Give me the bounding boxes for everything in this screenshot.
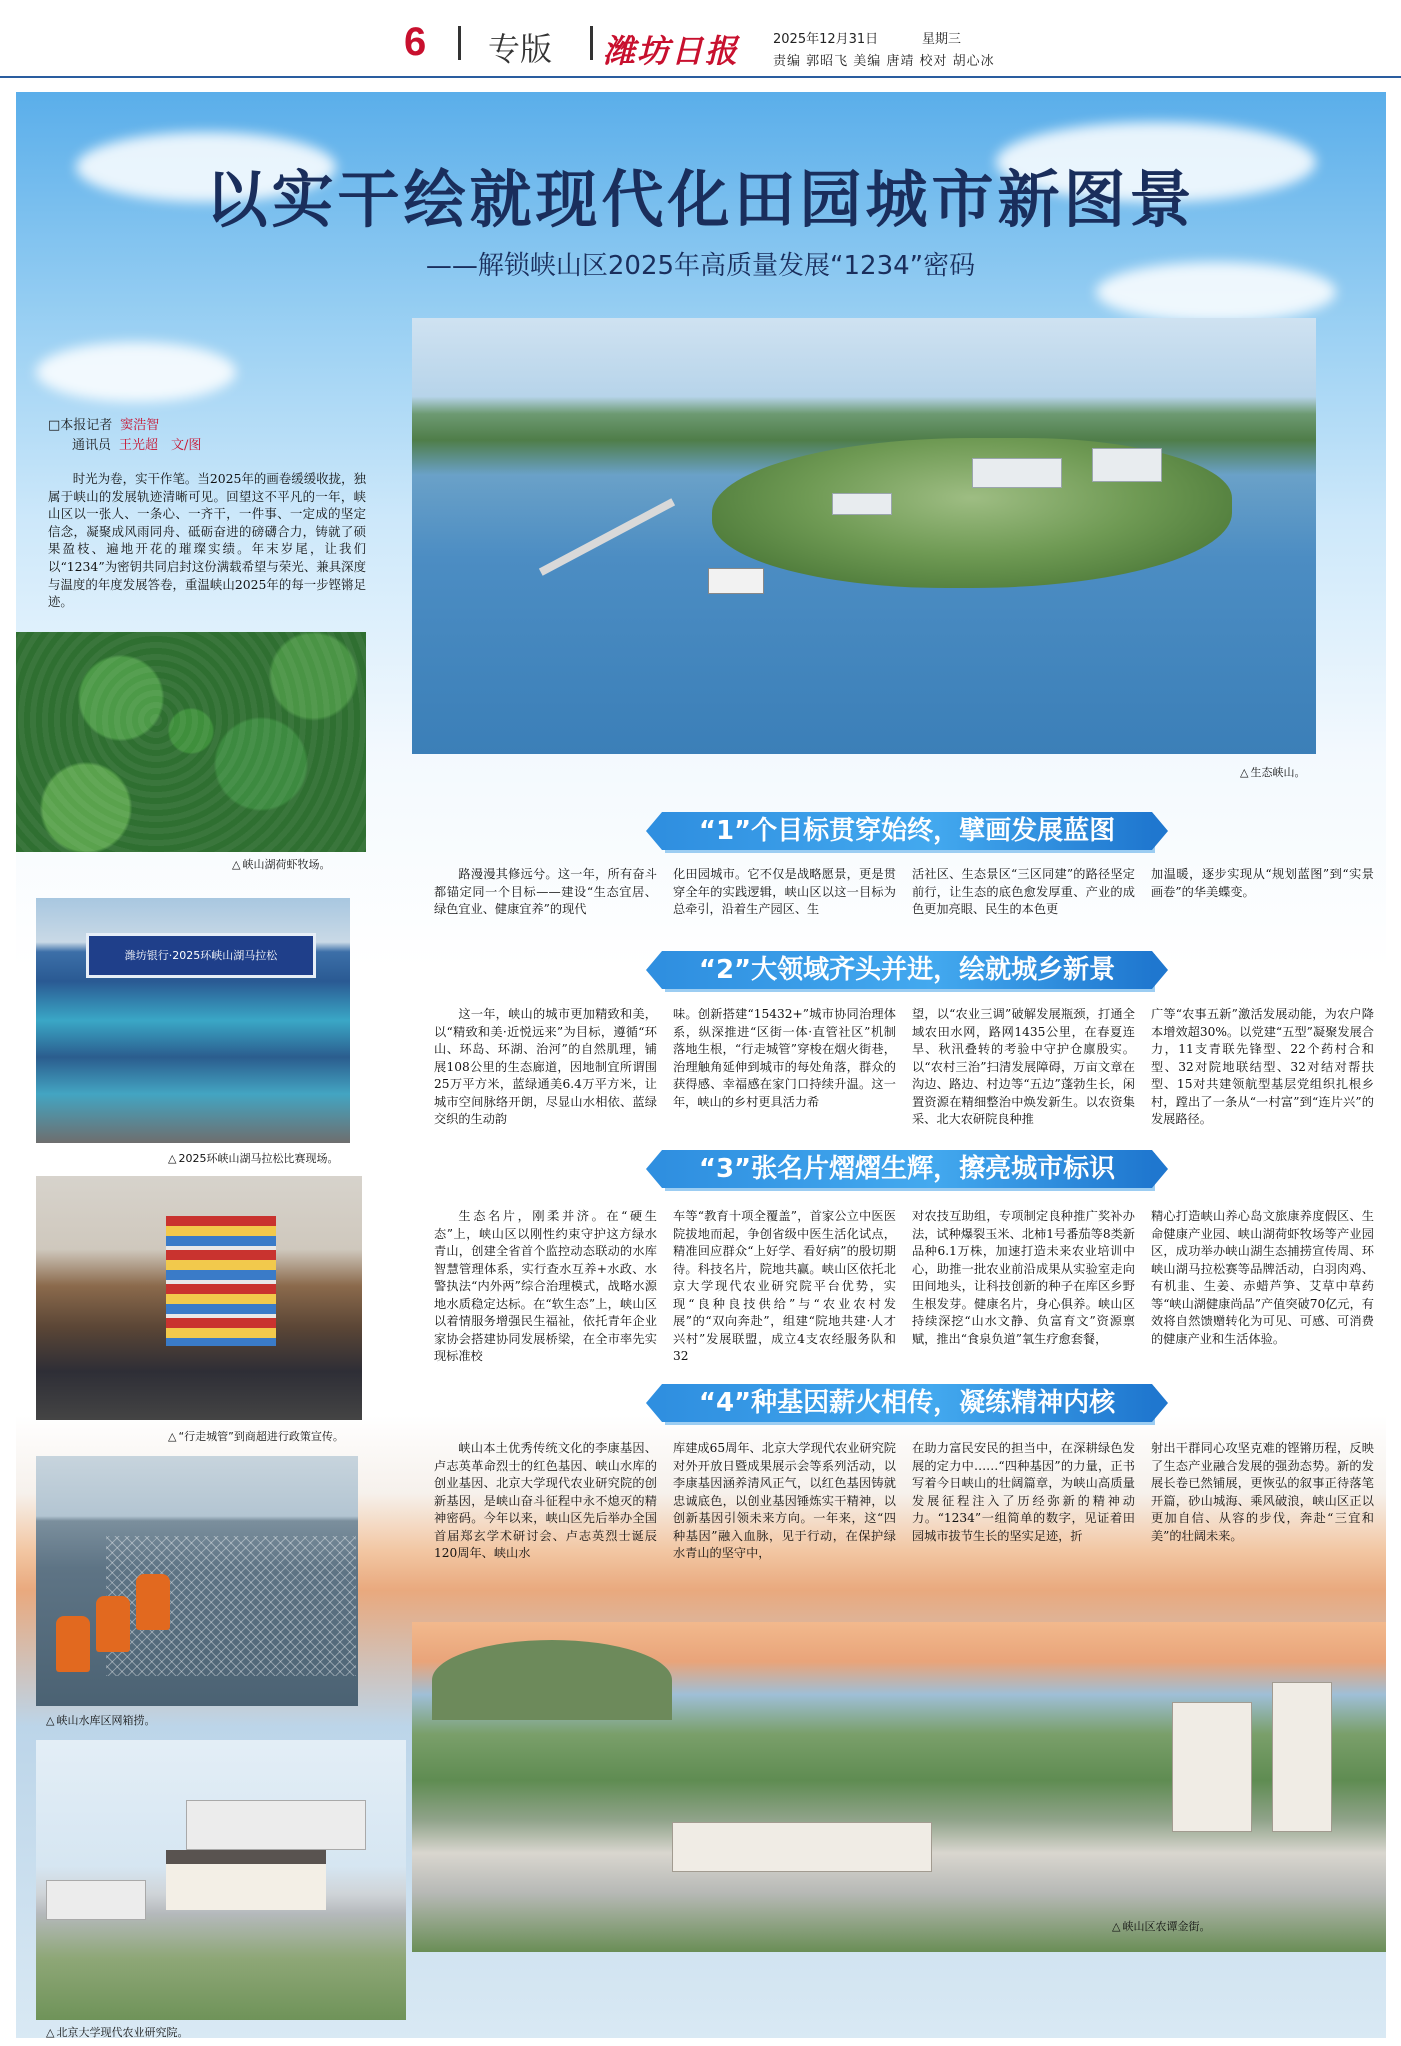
editor-credits: 责编 郭昭飞 美编 唐靖 校对 胡心冰 [773, 54, 995, 69]
body-text: 加温暖，逐步实现从“规划蓝图”到“实景画卷”的华美蝶变。 [1151, 867, 1374, 899]
building-shape [972, 458, 1062, 488]
masthead-rule [0, 76, 1401, 78]
building-shape [832, 493, 892, 515]
subheadline-text: ——解锁峡山区2025年高质量发展“1234”密码 [425, 251, 976, 281]
marathon-arch: 潍坊银行·2025环峡山湖马拉松 [86, 933, 316, 978]
newspaper-logo: 潍坊日报 [603, 32, 740, 70]
photo-caption: △ 峡山水库区网箱捞。 [46, 1712, 155, 1728]
worker-figure [136, 1574, 170, 1630]
building-shape [46, 1880, 146, 1920]
body-text: 库建成65周年、北京大学现代农业研究院对外开放日暨成果展示会等系列活动，以李康基因涵养清风正气，以红色基因铸就忠诚底色，以创业基因锤炼实干精神，以创新基因引领未来方向。一年来，这“四种基因”融入血脉，见于行动，在保护绿水青山的坚守中， [673, 1441, 896, 1560]
body-text: 车等“教育十项全覆盖”，首家公立中医医院拔地而起，争创省级中医生活化试点，精准回应群众“上好学、看好病”的殷切期待。科技名片，院地共赢。峡山区依托北京大学现代农业研究院平台优势，实现“良种良技供给”与“农业农村发展”的“双向奔赴”，组建“院地共建·人才兴村”发展联盟，成立4支农经服务队和32 [673, 1209, 896, 1363]
body-text: 精心打造峡山养心岛文旅康养度假区、生命健康产业园、峡山湖荷虾牧场等产业园区，成功举办峡山湖生态捕捞宣传周、环峡山湖马拉松赛等品牌活动，白羽肉鸡、有机韭、生姜、赤蜡芦笋、艾草中草药等“峡山湖健康尚品”产值突破70亿元，有效将自然馈赠转化为可见、可感、可消费的健康产业和生活体验。 [1151, 1209, 1374, 1346]
headline: 以实干绘就现代化田园城市新图景 [205, 163, 1196, 236]
pier-shape [539, 498, 675, 575]
building-shape [672, 1822, 932, 1872]
byline [48, 416, 358, 456]
photo-caption: △ 生态峡山。 [1240, 764, 1305, 780]
masthead-divider [590, 26, 593, 60]
page-number: 6 [404, 20, 427, 64]
intro-paragraph: 时光为卷，实干作笔。当2025年的画卷缓缓收拢，独属于峡山的发展轨迹清晰可见。回望这不平凡的一年，峡山区以一张人、一条心、一齐干，一件事、一定成的坚定信念，凝聚成风雨同舟、砥砺奋进的磅礴合力，铸就了硕果盈枝、遍地开花的璀璨实绩。年末岁尾，让我们以“1234”为密钥共同启封这份满载希望与荣光、兼具深度与温度的年度发展答卷，重温峡山2025年的每一步铿锵足迹。 [48, 471, 366, 610]
issue-date: 2025年12月31日 [773, 32, 879, 47]
section-banner-3: “3”张名片熠熠生辉，擦亮城市标识 [662, 1150, 1152, 1188]
photo-lotus-shrimp-ranch [16, 632, 366, 852]
body-text: 射出干群同心攻坚克难的铿锵历程，反映了生态产业融合发展的强劲态势。新的发展长卷已然铺展，更恢弘的叙事正待落笔开篇，砂山城海、乘风破浪，峡山区正以更加自信、从容的步伐，奔赴“三宜和美”的壮阔未来。 [1151, 1441, 1374, 1543]
body-text: 味。创新搭建“15432+”城市协同治理体系，纵深推进“区街一体·直管社区”机制落地生根，“行走城管”穿梭在烟火街巷，治理触角延伸到城市的每处角落，群众的获得感、幸福感在家门口持续升温。这一年，峡山的乡村更具活力希 [673, 1007, 896, 1109]
section-3-body [434, 1208, 1374, 1366]
body-text: 活社区、生态景区“三区同建”的路径坚定前行，让生态的底色愈发厚重、产业的成色更加亮眼、民生的本色更 [912, 867, 1135, 916]
photo-caption: △ “行走城管”到商超进行政策宣传。 [168, 1428, 344, 1444]
cloud-decoration [36, 342, 236, 402]
photo-caption: △ 峡山区农谭金街。 [1112, 1918, 1210, 1934]
body-text: 对农技互助组，专项制定良种推广奖补办法，试种爆裂玉米、北柿1号番茄等8类新品种6.1万株，加速打造未来农业培训中心，助推一批农业前沿成果从实验室走向田间地头，让科技创新的种子在库区乡野生根发芽。健康名片，身心俱养。峡山区持续深挖“山水文静、负富育文”资源禀赋，推出“食泉负道”氧生疗愈套餐， [912, 1209, 1135, 1346]
body-text: 广等“农事五新”激活发展动能，为农户降本增效超30%。以党建“五型”凝聚发展合力，11支青联先锋型、22个药村合和型、32对院地联结型、32对结对帮扶型、15对共建领航型基层党组织扎根乡村，蹚出了一条从“一村富”到“连片兴”的发展路径。 [1151, 1007, 1374, 1126]
body-text: 路漫漫其修远兮。这一年，所有奋斗都锚定同一个目标——建设“生态宜居、绿色宜业、健康宜养”的现代 [434, 867, 657, 916]
body-text: 峡山本土优秀传统文化的李康基因、卢志英革命烈士的红色基因、峡山水库的创业基因、北京大学现代农业研究院的创新基因，是峡山奋斗征程中永不熄灭的精神密码。今年以来，峡山区先后举办全国首届郑玄学术研讨会、卢志英烈士诞辰120周年、峡山水 [434, 1441, 657, 1560]
masthead [0, 0, 1401, 78]
store-shelf [166, 1216, 276, 1346]
photo-caption: △ 峡山湖荷虾牧场。 [232, 856, 330, 872]
worker-figure [96, 1596, 130, 1652]
section-2-body [434, 1006, 1374, 1129]
section-banner-4: “4”种基因薪火相传，凝练精神内核 [662, 1384, 1152, 1422]
section-banner-2: “2”大领域齐头并进，绘就城乡新景 [662, 951, 1152, 989]
body-text: 生态名片，刚柔并济。在“硬生态”上，峡山区以刚性约束守护这方绿水青山，创建全省首个监控动态联动的水库智慧管理体系，实行查水互养+水政、水警执法“内外两”综合治理模式，战略水源地水质稳定达标。在“软生态”上，峡山区以着情服务增强民生福祉，依托青年企业家协会搭建协同发展桥梁，在全市率先实现标准校 [434, 1209, 657, 1363]
masthead-divider [458, 26, 461, 60]
byline-reporter: 窦浩智 [120, 418, 160, 433]
building-shape [1172, 1702, 1252, 1832]
section-1-body [434, 866, 1374, 919]
building-shape [186, 1800, 366, 1850]
photo-urban-management-store [36, 1176, 362, 1420]
worker-figure [56, 1616, 90, 1672]
photo-caption: △ 2025环峡山湖马拉松比赛现场。 [168, 1150, 338, 1166]
subheadline [0, 245, 1401, 282]
photo-town-panorama [412, 1622, 1386, 1952]
byline-role: □本报记者 [48, 418, 113, 433]
photo-caption: △ 北京大学现代农业研究院。 [46, 2024, 188, 2040]
body-text: 望，以“农业三调”破解发展瓶颈，打通全域农田水网，路网1435公里，在春夏连旱、秋汛叠转的考验中守护仓廪殷实。以“农村三治”扫清发展障碍，万亩文章在沟边、路边、村边等“五边”蓬勃生长，闲置资源在精细整治中焕发新生。以农资集采、北大农研院良种推 [912, 1007, 1135, 1126]
section-banner-1: “1”个目标贯穿始终，擘画发展蓝图 [662, 812, 1152, 850]
photo-pku-agriculture-institute [36, 1740, 406, 2020]
photo-reservoir-fishing [36, 1456, 358, 1706]
pavilion-shape [708, 568, 764, 594]
mountain-shape [432, 1640, 672, 1720]
body-text: 化田园城市。它不仅是战略愿景，更是贯穿全年的实践逻辑，峡山区以这一目标为总牵引，沿着生产园区、生 [673, 867, 896, 916]
photo-ecological-xiashan [412, 318, 1316, 754]
photo-marathon [36, 898, 350, 1143]
byline-role: 通讯员 [72, 438, 112, 453]
entrance-hall [166, 1850, 326, 1910]
body-text: 在助力富民安民的担当中，在深耕绿色发展的定力中……“四种基因”的力量，正书写着今日峡山的壮阔篇章，为峡山高质量发展征程注入了历经弥新的精神动力。“1234”一组简单的数字，见证着田园城市拔节生长的坚实足迹，折 [912, 1441, 1135, 1543]
building-shape [1272, 1682, 1332, 1832]
body-text: 这一年，峡山的城市更加精致和美，以“精致和美·近悦远来”为目标，遵循“环山、环岛、环湖、治河”的自然肌理，铺展108公里的生态廊道，因地制宜所谓围25万平方米，蓝绿通美6.4万平方米，让城市空间脉络开朗，尽显山水相依、蓝绿交织的生动韵 [434, 1007, 657, 1126]
issue-weekday: 星期三 [922, 32, 962, 47]
byline-correspondent: 王光超 文/图 [119, 438, 202, 453]
section-name: 专版 [488, 30, 553, 68]
section-4-body [434, 1440, 1374, 1563]
building-shape [1092, 448, 1162, 482]
